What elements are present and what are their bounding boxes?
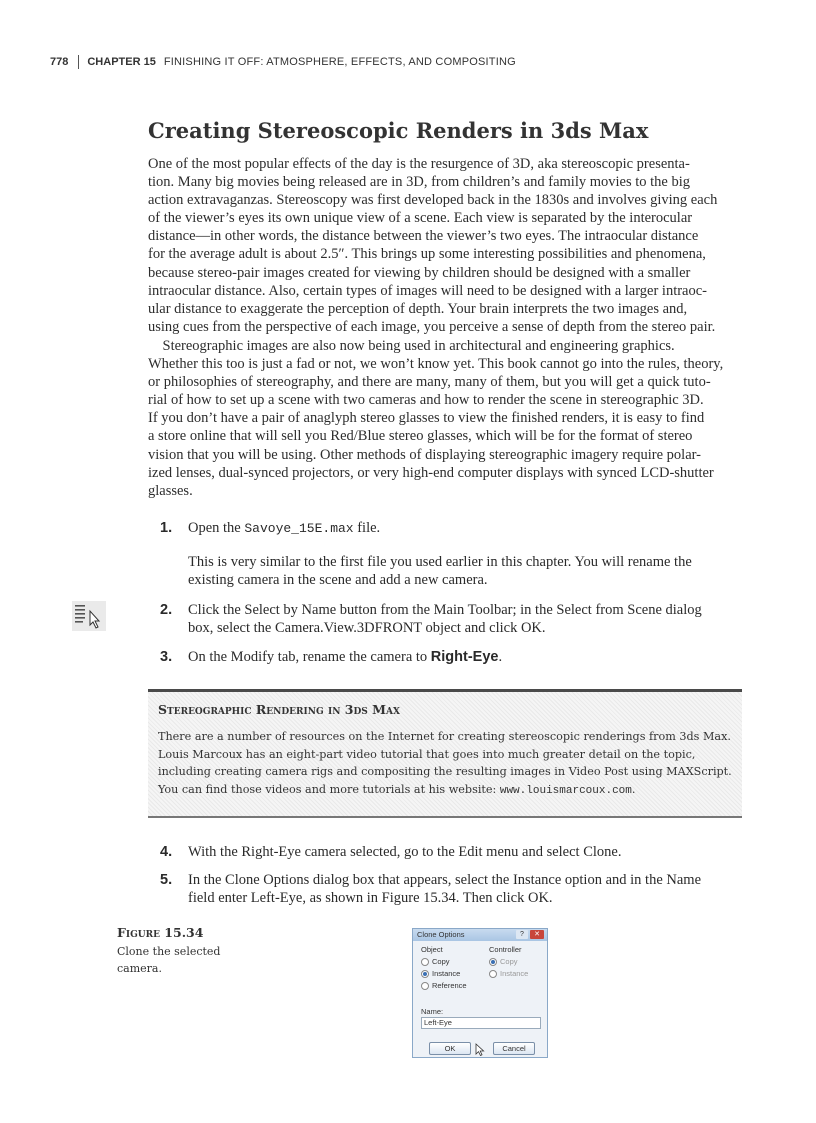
text-line [158,781,738,801]
text-line: If you don’t have a pair of anaglyph stereo glasses to view the finished renders, it is easy to find [148,410,705,427]
ok-button[interactable]: OK [429,1042,471,1055]
text-line: Click the Select by Name button from the Main Toolbar; in the Select from Scene dialog [188,602,702,618]
text-line: One of the most popular effects of the day is the resurgence of 3D, aka stereoscopic presenta- [148,156,690,172]
text-line: vision that you will be using. Other methods of displaying stereographic imagery require polar- [148,446,701,463]
step-number: 3. [160,649,173,665]
figure-caption [117,925,257,977]
object-group [421,945,467,990]
step-number: 5. [160,872,173,888]
help-icon[interactable]: ? [516,930,528,939]
paragraph-1 [148,155,748,336]
running-header [50,55,516,69]
text-line: ular distance to exaggerate the perception of depth. Your brain interprets the two images and, [148,300,688,317]
text-line: rial of how to set up a scene with two cameras and how to render the scene in stereographic 3D. [148,392,704,409]
text-line: Clone the selected [117,945,221,958]
text-line: for the average adult is about 2.5″. This brings up some interesting possibilities and phenomena, [148,246,706,263]
close-icon[interactable]: ✕ [530,930,544,939]
text-fragment: . [631,782,636,796]
controller-group [489,945,528,978]
page-number: 778 [50,55,69,68]
text-line: ized lenses, dual-synced projectors, or very high-end computer displays with synced LCD-shutter [148,464,714,481]
paragraph-2 [148,337,748,500]
controller-label: Controller [489,945,522,954]
text-line: This is very similar to the first file you used earlier in this chapter. You will rename the [188,554,692,570]
text-line: Louis Marcoux has an eight-part video tutorial that goes into much greater detail on the topic, [158,747,696,761]
cancel-button[interactable]: Cancel [493,1042,535,1055]
text-line: using cues from the perspective of each image, you perceive a sense of depth from the stereo pair. [148,318,716,335]
step-text: . [498,649,503,665]
clone-options-dialog [412,928,548,1058]
text-line: tion. Many big movies being released are in 3D, from children’s and family movies to the big [148,174,691,191]
camera-name: Right-Eye [430,649,499,665]
radio-reference[interactable]: Reference [421,981,467,990]
sidebar-box [148,689,742,818]
website-link[interactable]: www.louismarcoux.com [499,784,632,797]
text-line: camera. [117,962,162,975]
step-number: 4. [160,844,173,860]
step-text: With the Right-Eye camera selected, go to the Edit menu and select Clone. [188,844,622,860]
controller-radio-instance[interactable]: Instance [489,969,528,978]
controller-radio-copy[interactable]: Copy [489,957,528,966]
dialog-titlebar [413,929,547,941]
dialog-title: Clone Options [417,930,465,939]
text-line: box, select the Camera.View.3DFRONT object and click OK. [188,620,546,637]
header-divider [78,55,79,69]
sidebar-title: Stereographic Rendering in 3ds Max [158,702,400,717]
text-line: because stereo-pair images created for viewing by children should be designed with a smaller [148,264,691,281]
chapter-title: FINISHING IT OFF: ATMOSPHERE, EFFECTS, AND COMPOSITING [163,55,516,68]
step-4 [160,843,748,861]
text-line: Whether this too is just a fad or not, we won’t know yet. This book cannot go into the rules, theory, [148,356,724,373]
menu-cursor-icon [72,601,106,631]
text-line: of the viewer’s eyes its own unique view of a scene. Each view is separated by the interocular [148,210,693,227]
step-number: 2. [160,602,173,618]
text-line: In the Clone Options dialog box that appears, select the Instance option and in the Name [188,872,702,888]
step-1-note [160,553,748,589]
text-line: including creating camera rigs and compositing the resulting images in Video Post using MAXScript. [158,765,732,778]
step-number: 1. [160,520,173,536]
mouse-cursor-icon [475,1043,485,1056]
text-line: glasses. [148,482,193,499]
text-line: Stereographic images are also now being used in architectural and engineering graphics. [148,338,675,354]
figure-caption-text [117,943,257,977]
step-text: Open the [188,520,245,536]
figure-number: Figure 15.34 [117,925,204,940]
text-line: There are a number of resources on the Internet for creating stereoscopic renderings from 3ds Max. [158,730,731,743]
text-fragment: You can find those videos and more tutorials at his website: [158,782,500,796]
text-line: field enter Left-Eye, as shown in Figure 15.34. Then click OK. [188,890,553,907]
text-line: a store online that will sell you Red/Blue stereo glasses, which will be for the format of stereo [148,428,693,445]
chapter-label: CHAPTER 15 [87,55,156,68]
name-input[interactable]: Left-Eye [421,1017,541,1029]
radio-instance[interactable]: Instance [421,969,467,978]
name-label: Name: [421,1007,444,1016]
radio-copy[interactable]: Copy [421,957,467,966]
step-2 [160,601,748,637]
step-1 [160,519,748,538]
step-text: On the Modify tab, rename the camera to [188,649,431,665]
text-line: intraocular distance. Also, certain types of images will need to be designed with a larger intraoc- [148,282,708,299]
text-line: distance—in other words, the distance between the viewer’s two eyes. The intraocular distance [148,228,699,245]
step-text: file. [353,520,381,536]
text-line: action extravaganzas. Stereoscopy was first developed back in the 1830s and involves giving each [148,192,718,209]
sidebar-text [158,728,738,800]
text-line: existing camera in the scene and add a new camera. [188,572,488,589]
step-3 [160,648,748,666]
text-line: or philosophies of stereography, and there are many, many of them, but you will get a quick tuto- [148,374,711,391]
step-5 [160,871,748,907]
filename: Savoye_15E.max [244,521,354,536]
object-label: Object [421,945,443,954]
section-title: Creating Stereoscopic Renders in 3ds Max [148,118,649,143]
